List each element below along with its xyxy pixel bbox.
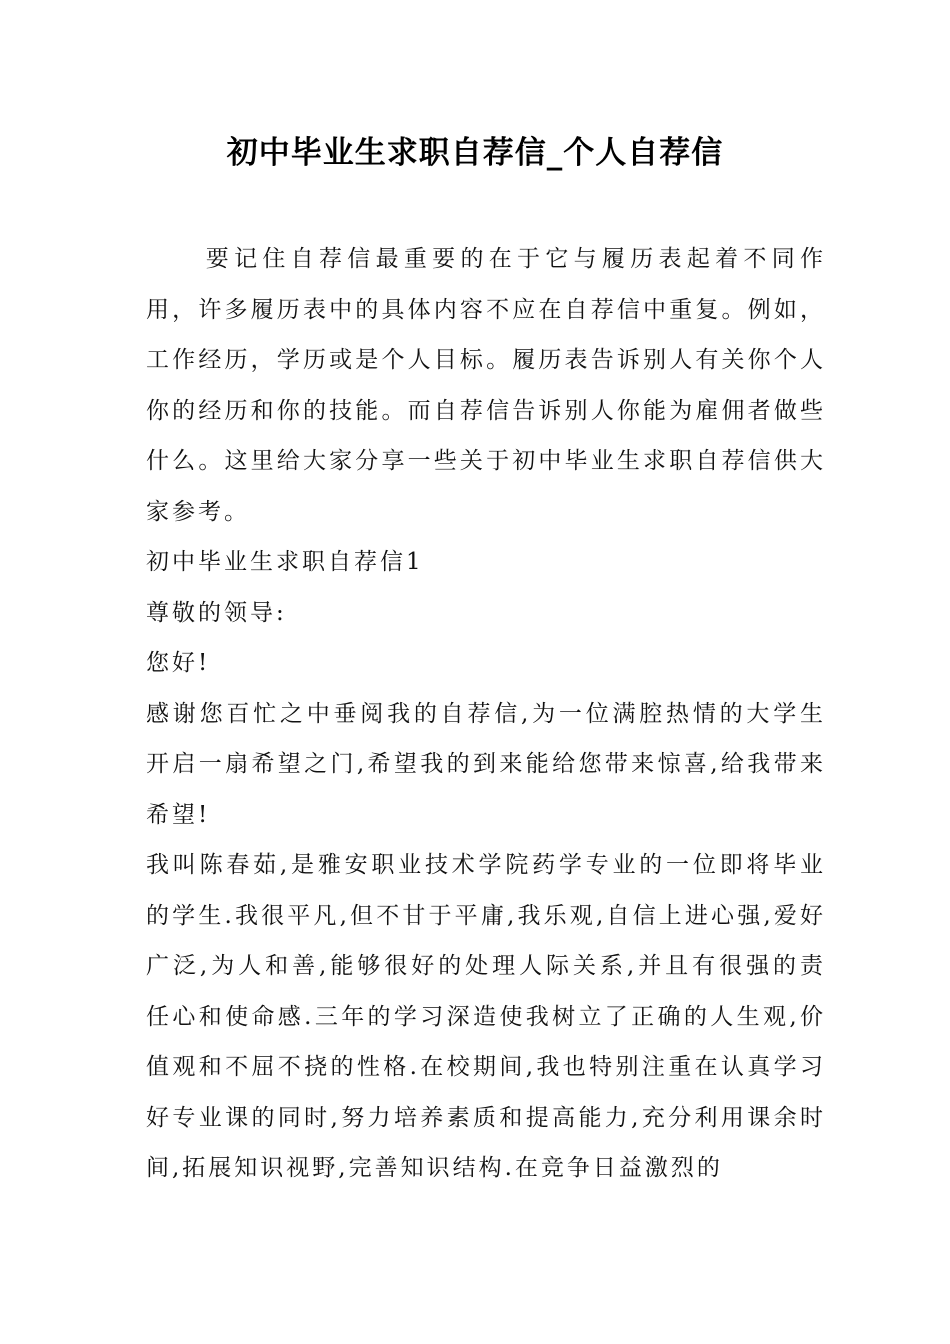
document-body [146, 234, 826, 1194]
greeting: 您好! [146, 650, 211, 676]
letter-paragraph: 我叫陈春茹,是雅安职业技术学院药学专业的一位即将毕业的学生.我很平凡,但不甘于平庸,我乐观,自信上进心强,爱好广泛,为人和善,能够很好的处理人际关系,并且有很强的责任心和使命感.三年的学习深造使我树立了正确的人生观,价值观和不屈不挠的性格.在校期间,我也特别注重在认真学习好专业课的同时,努力培养素质和提高能力,充分利用课余时间,拓展知识视野,完善知识结构.在竞争日益激烈的 [146, 852, 826, 1181]
document-title: 初中毕业生求职自荐信_个人自荐信 [226, 135, 724, 171]
salutation: 尊敬的领导: [146, 599, 287, 626]
section-heading: 初中毕业生求职自荐信1 [146, 549, 424, 575]
intro-paragraph: 要记住自荐信最重要的在于它与履历表起着不同作用，许多履历表中的具体内容不应在自荐信中重复。例如，工作经历，学历或是个人目标。履历表告诉别人有关你个人你的经历和你的技能。而自荐信告诉别人你能为雇佣者做些什么。这里给大家分享一些关于初中毕业生求职自荐信供大家参考。 [146, 246, 826, 525]
letter-paragraph: 感谢您百忙之中垂阅我的自荐信,为一位满腔热情的大学生开启一扇希望之门,希望我的到来能给您带来惊喜,给我带来希望! [146, 700, 826, 828]
